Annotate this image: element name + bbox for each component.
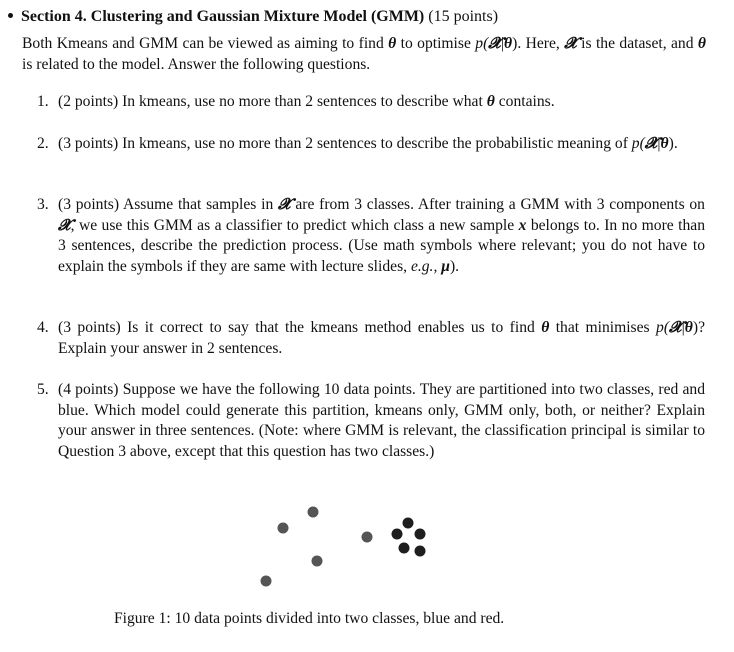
math-expr: ). [668, 135, 678, 152]
text: contains. [494, 93, 555, 110]
text: (3 points) Is it correct to say that the kmeans method enables us to find [58, 319, 542, 336]
dataset-symbol: 𝓧 [58, 216, 71, 234]
math-expr: | [500, 35, 504, 52]
intro-paragraph [22, 34, 706, 75]
data-point [415, 529, 426, 540]
theta-symbol: θ [697, 35, 707, 52]
math-expr: | [681, 319, 685, 336]
data-point [362, 532, 373, 543]
math-expr: p( [475, 35, 489, 52]
text: ). [449, 257, 460, 275]
math-expr: p( [656, 319, 670, 336]
theta-symbol: θ [504, 35, 513, 52]
theta-symbol: θ [486, 93, 495, 110]
section-title: Section 4. Clustering and Gaussian Mixture Model (GMM) [21, 8, 425, 25]
text: (3 points) In kmeans, use no more than 2 sentences to describe the probabilistic meaning of [58, 135, 632, 152]
scatter-figure [240, 500, 450, 595]
text: ? Explain your answer in 2 sentences. [58, 319, 705, 357]
data-point [392, 529, 403, 540]
text: (3 points) Assume that samples in [58, 196, 278, 213]
dataset-symbol: 𝓧 [564, 35, 577, 52]
question-number: 4. [37, 319, 49, 336]
intro-text: to optimise [396, 35, 476, 52]
data-point [403, 518, 414, 529]
sample-symbol: x [518, 216, 527, 234]
data-point [399, 543, 410, 554]
theta-symbol: θ [684, 319, 693, 336]
question-3 [37, 195, 705, 277]
data-point [312, 556, 323, 567]
dataset-symbol: 𝓧 [278, 196, 291, 213]
question-1 [37, 92, 705, 113]
math-expr: p( [631, 135, 645, 152]
figure-caption: Figure 1: 10 data points divided into two classes, blue and red. [114, 610, 505, 627]
intro-text: Both Kmeans and GMM can be viewed as aiming to find [22, 35, 389, 52]
data-point [415, 546, 426, 557]
question-number: 3. [37, 196, 49, 213]
data-point [308, 507, 319, 518]
question-text [58, 318, 705, 359]
section-points: (15 points) [428, 8, 499, 25]
intro-text: is related to the model. Answer the following questions. [22, 55, 371, 73]
intro-text: is the dataset, and [576, 35, 698, 52]
math-expr: | [657, 135, 661, 152]
question-text: (4 points) Suppose we have the following 10 data points. They are partitioned into two classes, red and blue. Which model could generate this partition, kmeans only, GMM only, both, or neither? Explain your answer in three sentences. (Note: where GMM is relevant, the classification principal is similar to Question 3 above, except that this question has two classes.) [58, 381, 705, 460]
scatter-plot [240, 500, 450, 595]
theta-symbol: θ [541, 319, 550, 336]
question-4 [37, 318, 705, 359]
dataset-symbol: 𝓧 [644, 135, 658, 152]
question-text [58, 134, 705, 155]
data-point [278, 523, 289, 534]
question-text [58, 92, 705, 113]
question-5 [37, 380, 705, 462]
text: belongs to. In no more than 3 sentences, describe the prediction process. (Use math symbols where relevant; you do not have to explain the symbols if they are same with lecture slides, [58, 216, 705, 275]
theta-symbol: θ [660, 135, 669, 152]
intro-text: . Here, [517, 35, 565, 52]
eg-text: e.g., [410, 257, 438, 275]
bullet-icon [8, 13, 13, 18]
text: , we use this GMM as a classifier to predict which class a new sample [70, 216, 519, 234]
question-2 [37, 134, 705, 155]
math-expr: ) [512, 35, 518, 52]
text: are from 3 classes. After training a GMM with 3 components on [290, 196, 705, 213]
text: (2 points) In kmeans, use no more than 2 sentences to describe what [58, 93, 487, 110]
data-point [261, 576, 272, 587]
math-expr: ) [692, 319, 699, 336]
section-heading [6, 7, 726, 27]
dataset-symbol: 𝓧 [669, 319, 682, 336]
question-number: 2. [37, 135, 49, 152]
text: that minimises [549, 319, 657, 336]
mu-symbol: μ [441, 257, 450, 275]
theta-symbol: θ [388, 35, 397, 52]
question-text [58, 195, 705, 277]
question-number: 1. [37, 93, 49, 110]
dataset-symbol: 𝓧 [488, 35, 501, 52]
question-number: 5. [37, 381, 49, 398]
